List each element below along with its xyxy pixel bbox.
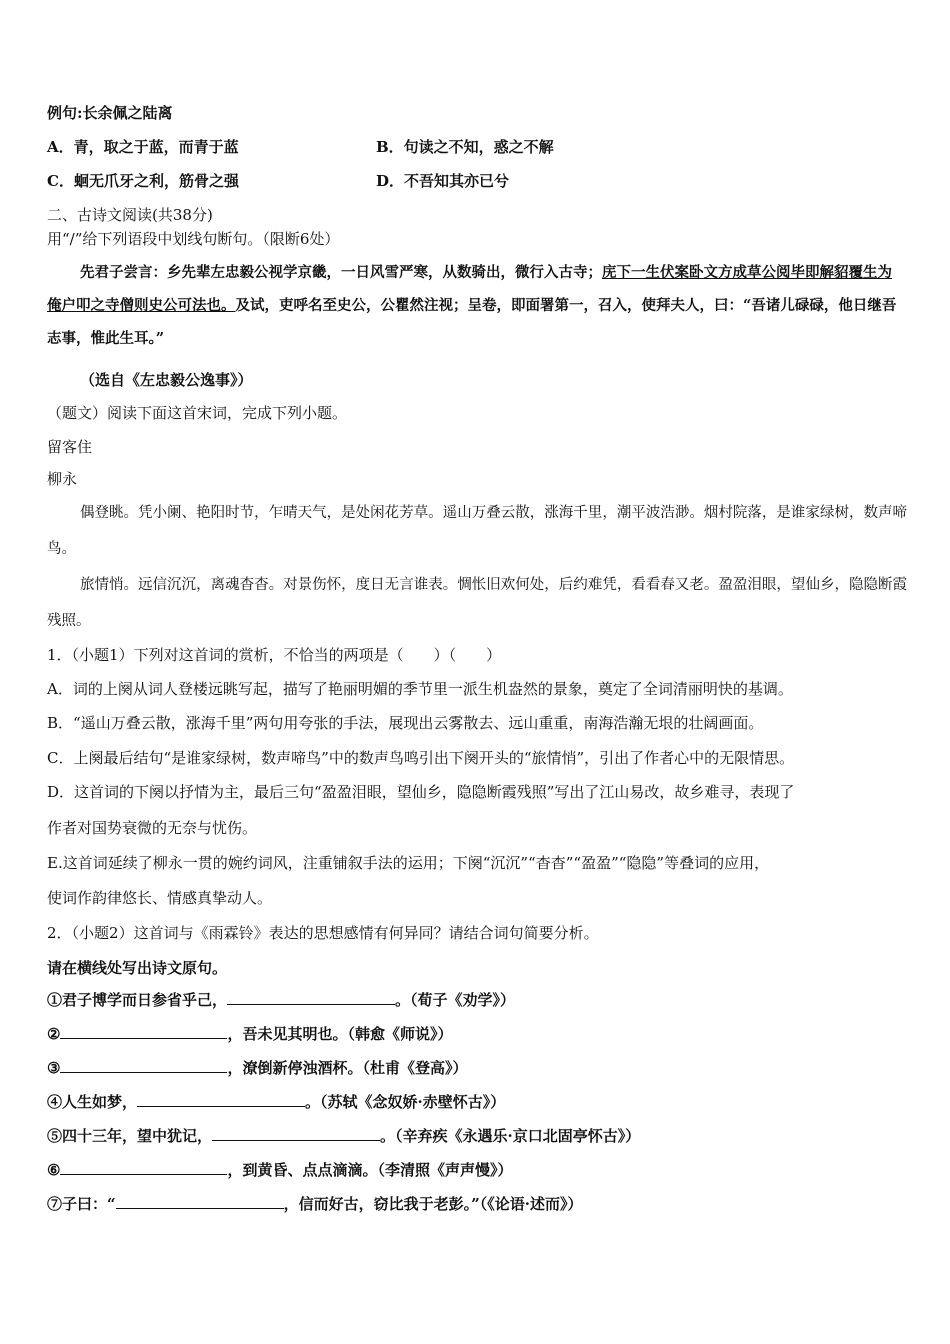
poem-author: 柳永 [47,470,78,488]
fill-section-title: 请在横线处写出诗文原句。 [47,959,228,977]
poem-intro: （题文）阅读下面这首宋词，完成下列小题。 [47,404,348,422]
question-1-option-a: A．词的上阕从词人登楼远眺写起，描写了艳丽明媚的季节里一派生机盎然的景象，奠定了全词清丽明快的基调。 [47,680,793,698]
answer-blank-3[interactable] [60,1058,227,1073]
poem-title: 留客住 [47,438,93,456]
question-1-option-c: C．上阕最后结句“是谁家绿树，数声啼鸟”中的数声鸟鸣引出下阕开头的“旅情悄”，引出了作者心中的无限情思。 [47,749,795,767]
question-2-stem: 2．（小题2）这首词与《雨霖铃》表达的思想感情有何异同？请结合词句简要分析。 [47,924,599,942]
poem-stanza-2: 旅情悄。远信沉沉，离魂杳杳。对景伤怀，度日无言谁表。惆怅旧欢何处，后约难凭，看看春又老。盈盈泪眼，望仙乡，隐隐断霞残照。 [47,577,907,629]
fill-item-6: ⑥ ，到黄昏、点点滴滴。（李清照《声声慢》） [47,1161,513,1179]
fill-item-7: ⑦子曰：“ ，信而好古，窃比我于老彭。”（《论语·述而》） [47,1195,583,1213]
question-1-option-e-line1: E.这首词延续了柳永一贯的婉约词风，注重铺叙手法的运用；下阕“沉沉”“杳杳”“盈盈”“隐隐”等叠词的应用， [47,854,770,872]
question-1-option-d-line2: 作者对国势衰微的无奈与忧伤。 [47,819,258,837]
answer-blank-5[interactable] [212,1126,380,1141]
fill-item-1: ①君子博学而日参省乎己， 。（荀子《劝学》） [47,991,516,1009]
answer-blank-7[interactable] [116,1194,284,1209]
answer-blank-6[interactable] [60,1160,227,1175]
fill-item-4: ④人生如梦， 。（苏轼《念奴娇·赤壁怀古》） [47,1093,506,1111]
section-title: 二、古诗文阅读(共38分) [47,206,213,224]
option-d: D．不吾知其亦已兮 [376,172,510,190]
fill-item-2: ② ，吾未见其明也。（韩愈《师说》） [47,1025,453,1043]
question-1-option-b: B．“遥山万叠云散，涨海千里”两句用夸张的手法，展现出云雾散去、远山重重，南海浩瀚无垠的壮阔画面。 [47,714,764,732]
passage-source: （选自《左忠毅公逸事》） [80,371,253,389]
passage-underlined-sentence: 庑下一生伏案卧文方成草公阅毕即解貂覆生为俺户叩之寺僧则史公可法也。 [47,264,892,314]
section-instruction: 用“/”给下列语段中划线句断句。（限断6处） [47,230,340,248]
example-sentence: 例句:长余佩之陆离 [47,104,173,122]
poem-stanza-1: 偶登眺。凭小阑、艳阳时节，乍晴天气，是处闲花芳草。遥山万叠云散，涨海千里，潮平波浩渺。烟村院落，是谁家绿树，数声啼鸟。 [47,505,907,557]
option-b: B．句读之不知，惑之不解 [376,138,554,156]
passage-text-a: 先君子尝言：乡先辈左忠毅公视学京畿，一日风雪严寒，从数骑出，微行入古寺； [80,264,602,281]
question-1-stem: 1．（小题1）下列对这首词的赏析，不恰当的两项是（ ）（ ） [47,646,502,664]
question-1-option-e-line2: 使词作韵律悠长、情感真挚动人。 [47,889,273,907]
option-a: A．青，取之于蓝，而青于蓝 [47,138,239,156]
classical-passage [47,256,903,355]
question-1-option-d-line1: D．这首词的下阕以抒情为主，最后三句“盈盈泪眼，望仙乡，隐隐断霞残照”写出了江山易改，故乡难寻，表现了 [47,783,795,801]
answer-blank-4[interactable] [137,1092,305,1107]
fill-item-5: ⑤四十三年，望中犹记， 。（辛弃疾《永遇乐·京口北固亭怀古》） [47,1127,641,1145]
fill-item-3: ③ ，潦倒新停浊酒杯。（杜甫《登高》） [47,1059,468,1077]
passage-text-b: 及试，吏呼名至史公，公瞿然注视；呈卷，即面署第一，召入，使拜夫人，曰：“吾诸儿碌碌，他日继吾志事，惟此生耳。” [47,297,897,347]
answer-blank-1[interactable] [227,990,395,1005]
option-c: C．蛔无爪牙之利，筋骨之强 [47,172,239,190]
answer-blank-2[interactable] [60,1024,227,1039]
